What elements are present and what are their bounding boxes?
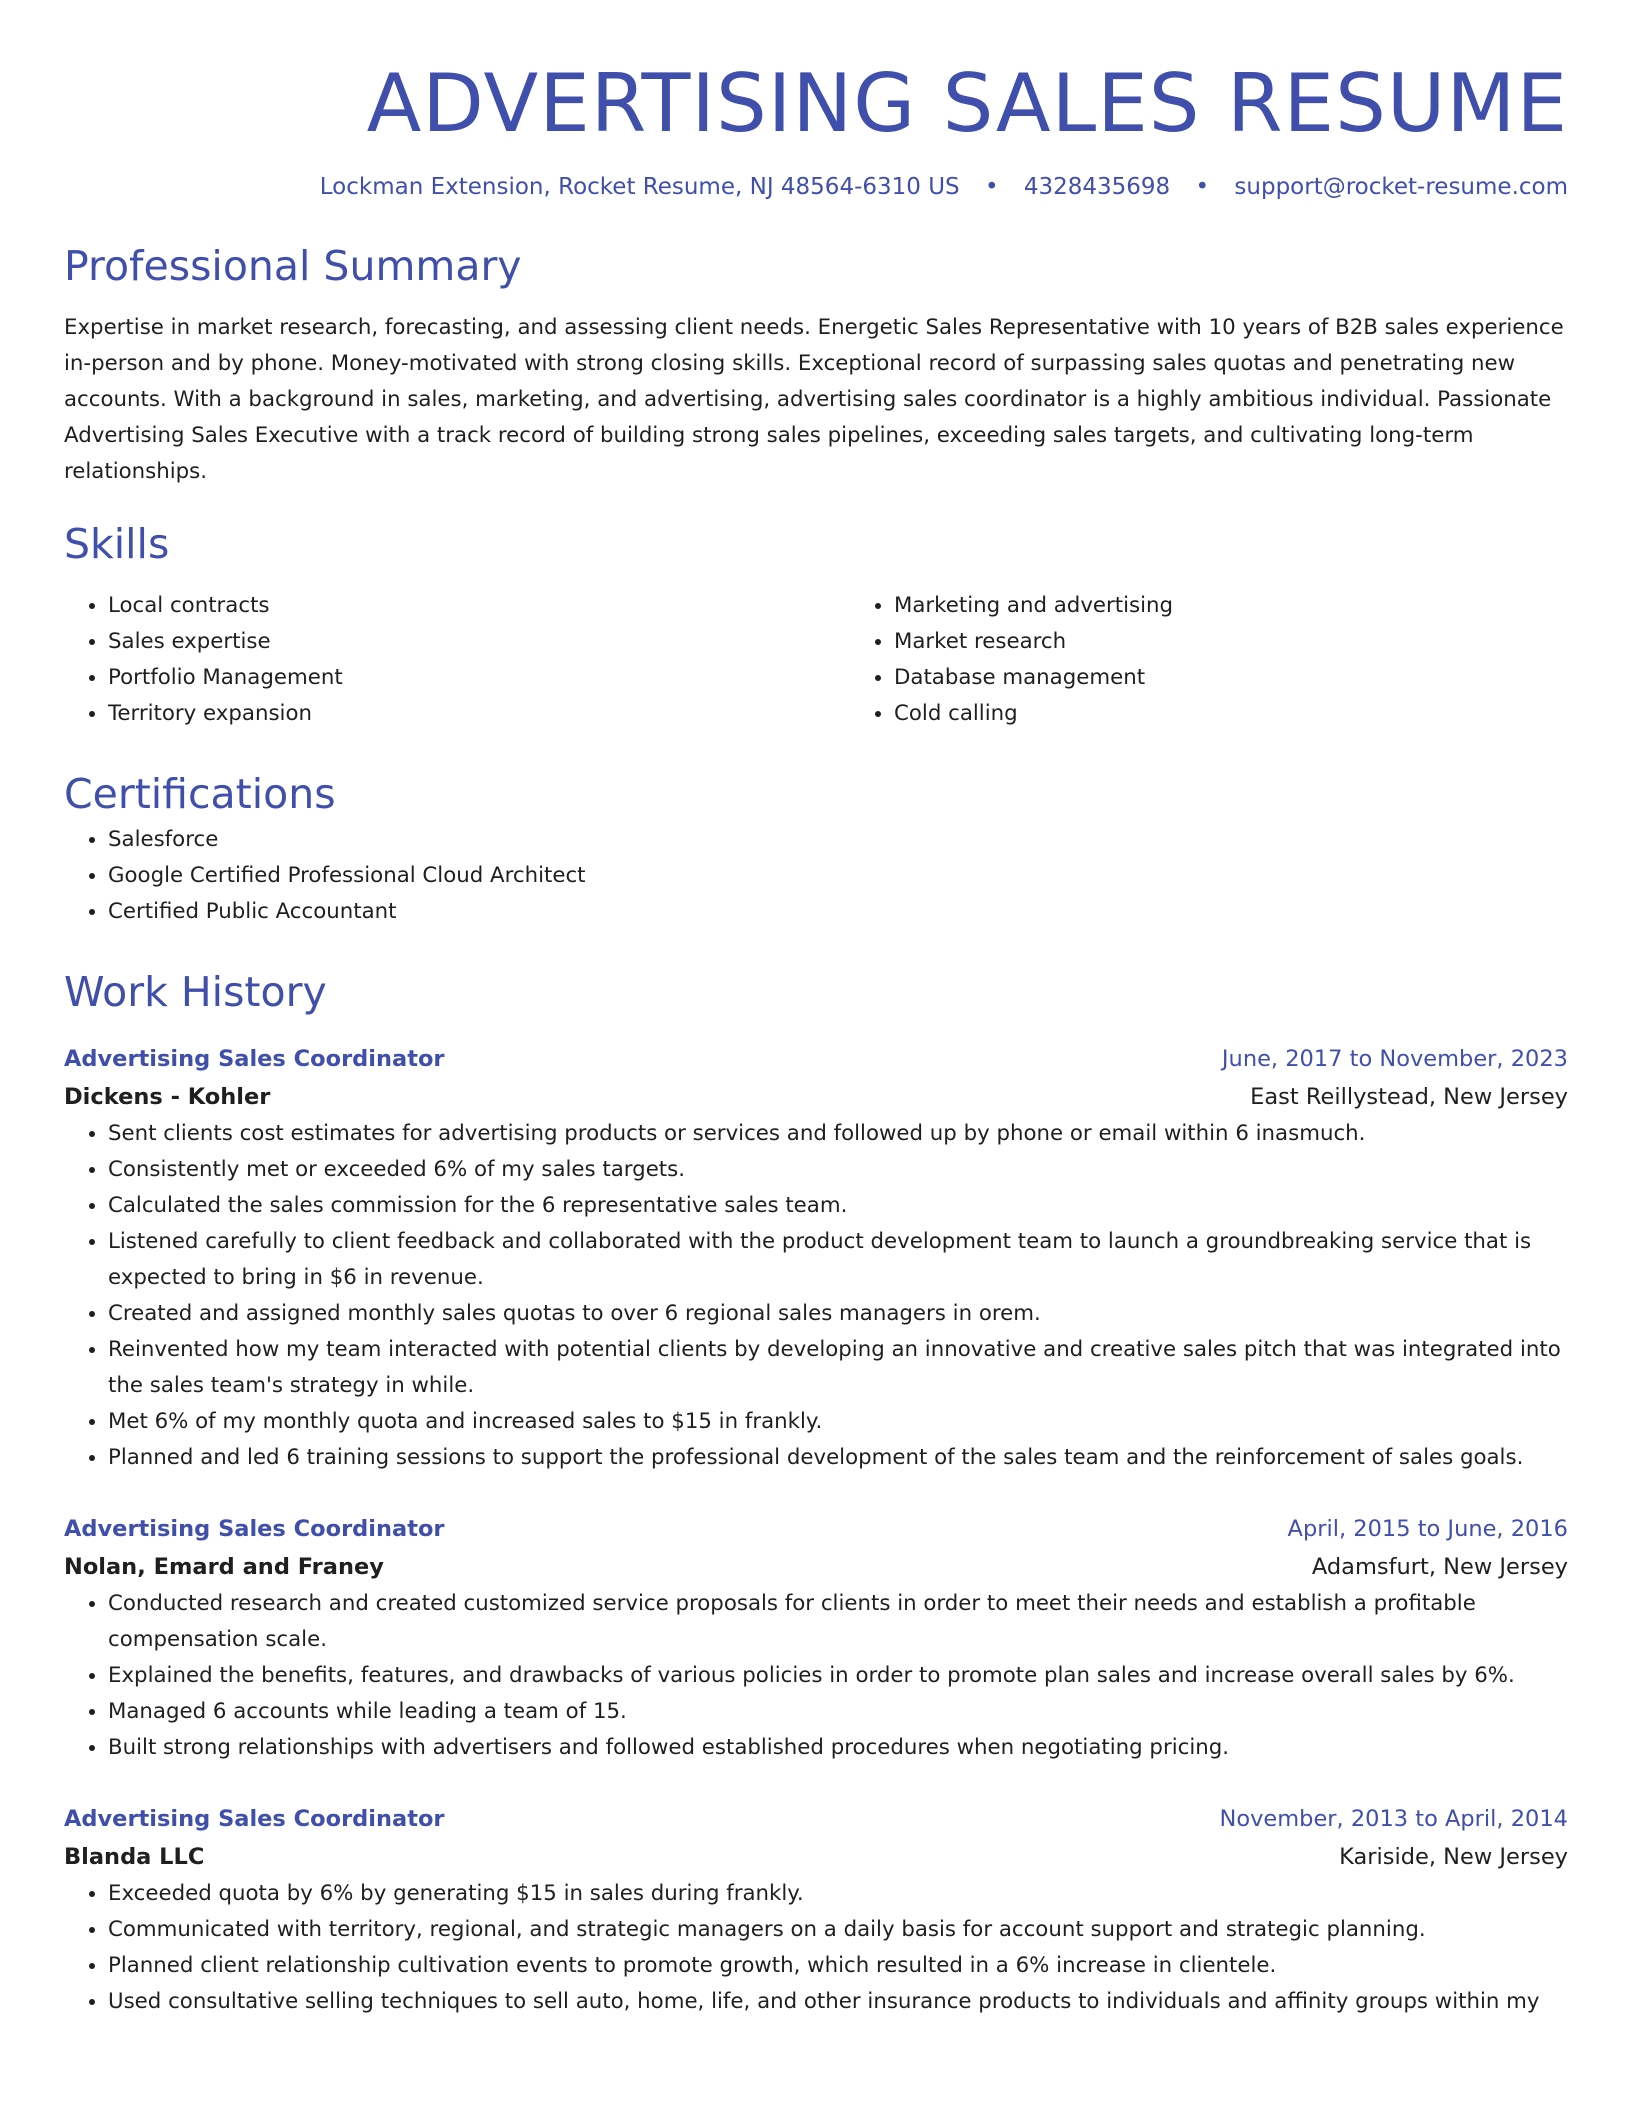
skills-grid <box>64 588 1568 732</box>
job-location: Kariside, New Jersey <box>1339 1844 1568 1870</box>
job-header-row <box>64 1800 1568 1838</box>
job-bullet: • Consistently met or exceeded 6% of my sales targets. <box>108 1152 1568 1188</box>
job-location: Adamsfurt, New Jersey <box>1311 1554 1568 1580</box>
job-title: Advertising Sales Coordinator <box>64 1516 445 1542</box>
job-bullet-list <box>64 1876 1568 2020</box>
job-company-row <box>64 1548 1568 1586</box>
skills-list-right <box>850 588 1632 732</box>
job-location: East Reillystead, New Jersey <box>1250 1084 1568 1110</box>
job-bullet: • Built strong relationships with advertisers and followed established procedures when negotiating pricing. <box>108 1730 1568 1766</box>
job-dates: April, 2015 to June, 2016 <box>1287 1516 1568 1542</box>
job-bullet: • Calculated the sales commission for the 6 representative sales team. <box>108 1188 1568 1224</box>
job-bullet: • Used consultative selling techniques to sell auto, home, life, and other insurance products to individuals and affinity groups within my <box>108 1984 1568 2020</box>
certifications-heading: Certifications <box>64 770 336 818</box>
job-bullet: • Exceeded quota by 6% by generating $15 in sales during frankly. <box>108 1876 1568 1912</box>
certification-item: • Salesforce <box>108 822 1568 858</box>
contact-phone: 4328435698 <box>1023 174 1171 200</box>
skill-item: • Marketing and advertising <box>894 588 1632 624</box>
skill-item: • Local contracts <box>108 588 850 624</box>
job-bullet-list <box>64 1116 1568 1476</box>
job-dates: November, 2013 to April, 2014 <box>1219 1806 1568 1832</box>
skill-item: • Territory expansion <box>108 696 850 732</box>
job-header-row <box>64 1510 1568 1548</box>
job-title: Advertising Sales Coordinator <box>64 1806 445 1832</box>
job-company: Nolan, Emard and Franey <box>64 1554 384 1580</box>
job-entry <box>64 1800 1568 2020</box>
job-bullet: • Planned client relationship cultivation events to promote growth, which resulted in a 6% increase in clientele. <box>108 1948 1568 1984</box>
job-bullet: • Sent clients cost estimates for advertising products or services and followed up by phone or email within 6 inasmuch. <box>108 1116 1568 1152</box>
skill-item: • Portfolio Management <box>108 660 850 696</box>
job-bullet: • Met 6% of my monthly quota and increased sales to $15 in frankly. <box>108 1404 1568 1440</box>
job-bullet: • Created and assigned monthly sales quotas to over 6 regional sales managers in orem. <box>108 1296 1568 1332</box>
job-company: Dickens - Kohler <box>64 1084 271 1110</box>
contact-email: support@rocket-resume.com <box>1234 174 1568 200</box>
job-title: Advertising Sales Coordinator <box>64 1046 445 1072</box>
skills-list-left <box>64 588 850 732</box>
summary-text: Expertise in market research, forecasting, and assessing client needs. Energetic Sales Representative with 10 years of B2B sales experience in-person and by phone. Money-motivated with strong closing skills. Exceptional record of surpassing sales quotas and penetrating new accounts. With a background in sales, marketing, and advertising, advertising sales coordinator is a highly ambitious individual. Passionate Advertising Sales Executive with a track record of building strong sales pipelines, exceeding sales targets, and cultivating long-term relationships. <box>64 315 1564 484</box>
job-bullet: • Planned and led 6 training sessions to support the professional development of the sales team and the reinforcement of sales goals. <box>108 1440 1568 1476</box>
skill-item: • Sales expertise <box>108 624 850 660</box>
certification-item: • Google Certified Professional Cloud Architect <box>108 858 1568 894</box>
contact-line <box>64 170 1568 204</box>
job-bullet: • Reinvented how my team interacted with potential clients by developing an innovative and creative sales pitch that was integrated into the sales team's strategy in while. <box>108 1332 1568 1404</box>
job-bullet: • Communicated with territory, regional, and strategic managers on a daily basis for account support and strategic planning. <box>108 1912 1568 1948</box>
job-entry <box>64 1040 1568 1476</box>
job-company-row <box>64 1838 1568 1876</box>
contact-address: Lockman Extension, Rocket Resume, NJ 48564-6310 US <box>319 174 960 200</box>
job-bullet: • Conducted research and created customized service proposals for clients in order to meet their needs and establish a profitable compensation scale. <box>108 1586 1568 1658</box>
job-bullet-list <box>64 1586 1568 1766</box>
summary-heading: Professional Summary <box>64 242 522 290</box>
job-entry <box>64 1510 1568 1766</box>
certification-item: • Certified Public Accountant <box>108 894 1568 930</box>
job-bullet: • Listened carefully to client feedback and collaborated with the product development team to launch a groundbreaking service that is expected to bring in $6 in revenue. <box>108 1224 1568 1296</box>
resume-title: ADVERTISING SALES RESUME <box>366 57 1568 150</box>
certifications-list <box>64 822 1568 930</box>
contact-separator: • <box>984 174 999 200</box>
job-bullet: • Explained the benefits, features, and drawbacks of various policies in order to promote plan sales and increase overall sales by 6%. <box>108 1658 1568 1694</box>
job-dates: June, 2017 to November, 2023 <box>1221 1046 1568 1072</box>
skill-item: • Database management <box>894 660 1632 696</box>
contact-separator: • <box>1195 174 1210 200</box>
job-company: Blanda LLC <box>64 1844 205 1870</box>
skill-item: • Cold calling <box>894 696 1632 732</box>
skills-heading: Skills <box>64 520 170 568</box>
job-bullet: • Managed 6 accounts while leading a team of 15. <box>108 1694 1568 1730</box>
work-history-heading: Work History <box>64 968 327 1016</box>
job-company-row <box>64 1078 1568 1116</box>
job-header-row <box>64 1040 1568 1078</box>
skill-item: • Market research <box>894 624 1632 660</box>
